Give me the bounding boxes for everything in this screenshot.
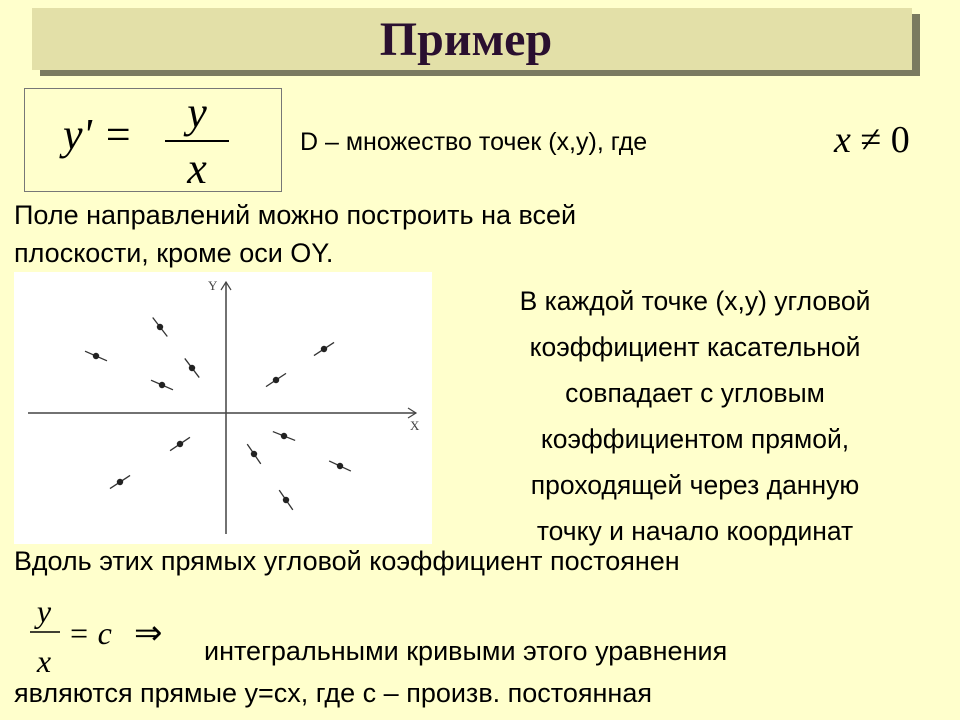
implies-symbol: ⇒ <box>134 615 163 652</box>
domain-text: D – множество точек (x,y), где <box>300 128 648 156</box>
field-point <box>177 441 183 447</box>
condition-variable: x <box>834 119 851 161</box>
equation-2-rhs: = c <box>68 615 112 651</box>
equation-2-numerator: y <box>36 596 52 629</box>
equation-formula <box>25 89 281 191</box>
field-point <box>117 479 123 485</box>
field-point <box>157 324 163 330</box>
paragraph-integral-curves: интегральными кривыми этого уравнения <box>204 636 728 666</box>
x-axis-label: X <box>410 418 420 433</box>
paragraph-line: коэффициент касательной <box>529 332 861 362</box>
equation-denominator: x <box>187 144 207 191</box>
equation-lhs: y' = <box>63 110 133 159</box>
y-axis-label: Y <box>208 278 218 293</box>
not-equal-symbol: ≠ <box>860 119 882 161</box>
field-point <box>251 451 257 457</box>
paragraph-line: плоскости, кроме оси OY. <box>14 238 334 268</box>
field-point <box>321 346 327 352</box>
domain-condition <box>834 118 910 162</box>
paragraph-solution: являются прямые y=cx, где c – произв. постоянная <box>14 678 652 708</box>
equation-numerator: y <box>187 89 207 137</box>
field-point <box>283 497 289 503</box>
paragraph-line: точку и начало координат <box>536 516 854 546</box>
graph-svg <box>14 272 432 544</box>
field-point <box>159 382 165 388</box>
paragraph-constant-slope: Вдоль этих прямых угловой коэффициент постоянен <box>14 546 680 576</box>
field-point <box>189 365 195 371</box>
title-bar <box>32 8 912 70</box>
paragraph-line: В каждой точке (x,y) угловой <box>519 286 871 316</box>
field-point <box>281 433 287 439</box>
direction-field-graph <box>14 272 432 544</box>
equation-2-denominator: x <box>36 643 52 679</box>
field-point <box>93 353 99 359</box>
field-point <box>273 377 279 383</box>
paragraph-slope-explanation <box>440 278 950 554</box>
slide-title: Пример <box>379 12 553 66</box>
paragraph-direction-field <box>14 196 576 272</box>
condition-value: 0 <box>890 119 910 161</box>
equation-box <box>24 88 282 192</box>
paragraph-line: проходящей через данную <box>530 470 860 500</box>
paragraph-line: Поле направлений можно построить на всей <box>14 200 577 230</box>
paragraph-line: коэффициентом прямой, <box>540 424 850 454</box>
paragraph-line: совпадает с угловым <box>565 378 825 408</box>
field-point <box>337 463 343 469</box>
